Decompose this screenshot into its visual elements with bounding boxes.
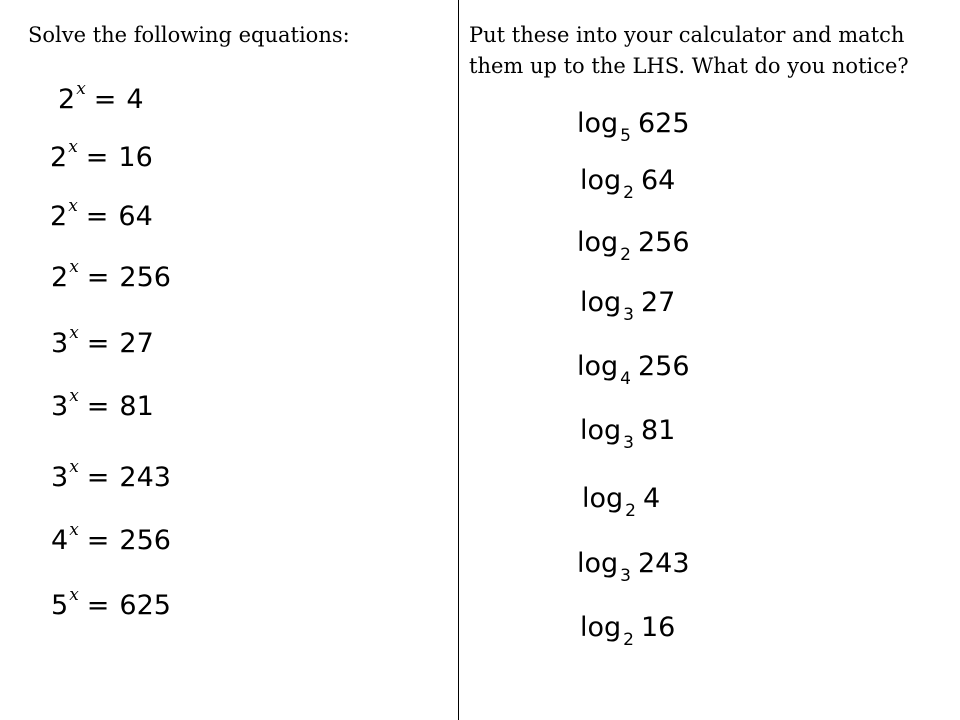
- logarithm: [577, 227, 690, 266]
- equation-value: 27: [119, 328, 154, 359]
- logarithm: [580, 165, 676, 204]
- equation-base: 3: [51, 462, 69, 493]
- equation: [50, 196, 153, 232]
- equation-value: 243: [119, 462, 171, 493]
- equals-sign: =: [85, 142, 109, 173]
- equation-value: 256: [119, 525, 171, 556]
- equation: [51, 520, 171, 556]
- log-base: 3: [623, 305, 634, 326]
- equals-sign: =: [86, 462, 110, 493]
- logarithm: [577, 351, 690, 390]
- equation-base: 2: [51, 262, 69, 293]
- logarithm: [580, 415, 676, 454]
- equals-sign: =: [93, 84, 117, 115]
- logarithm: [577, 548, 690, 587]
- equals-sign: =: [86, 525, 110, 556]
- log-word: log: [577, 548, 619, 579]
- equation-exponent: x: [69, 457, 79, 477]
- log-word: log: [580, 287, 622, 318]
- equation-exponent: x: [69, 585, 79, 605]
- log-base: 2: [623, 183, 634, 204]
- equation-value: 16: [118, 142, 153, 173]
- equation-base: 2: [58, 84, 76, 115]
- equation-value: 4: [126, 84, 144, 115]
- log-word: log: [582, 483, 624, 514]
- equation-value: 81: [119, 391, 154, 422]
- log-word: log: [577, 351, 619, 382]
- log-argument: 256: [638, 351, 690, 382]
- equation-exponent: x: [69, 386, 79, 406]
- right-instruction: Put these into your calculator and match them up to the LHS. What do you notice?: [469, 23, 909, 78]
- log-base: 3: [623, 433, 634, 454]
- log-argument: 16: [641, 612, 676, 643]
- equation-exponent: x: [76, 79, 86, 99]
- equation: [51, 585, 171, 621]
- equation-base: 2: [50, 201, 68, 232]
- equals-sign: =: [86, 391, 110, 422]
- equation: [51, 457, 171, 493]
- logarithm: [580, 287, 676, 326]
- log-base: 2: [623, 630, 634, 651]
- log-base: 2: [625, 501, 636, 522]
- log-base: 5: [620, 126, 631, 147]
- log-argument: 625: [638, 108, 690, 139]
- equation-base: 3: [51, 328, 69, 359]
- equation-exponent: x: [68, 196, 78, 216]
- log-argument: 64: [641, 165, 676, 196]
- log-word: log: [577, 227, 619, 258]
- equation: [50, 137, 153, 173]
- log-base: 3: [620, 566, 631, 587]
- equation-value: 256: [119, 262, 171, 293]
- log-argument: 4: [643, 483, 661, 514]
- logarithm: [580, 612, 676, 651]
- log-argument: 27: [641, 287, 676, 318]
- log-argument: 81: [641, 415, 676, 446]
- log-base: 2: [620, 245, 631, 266]
- equation-base: 5: [51, 590, 69, 621]
- equals-sign: =: [86, 262, 110, 293]
- log-argument: 256: [638, 227, 690, 258]
- equals-sign: =: [86, 328, 110, 359]
- equals-sign: =: [85, 201, 109, 232]
- equation: [51, 323, 154, 359]
- equation-exponent: x: [69, 520, 79, 540]
- equation-exponent: x: [69, 257, 79, 277]
- log-argument: 243: [638, 548, 690, 579]
- log-word: log: [577, 108, 619, 139]
- log-base: 4: [620, 369, 631, 390]
- equation-base: 4: [51, 525, 69, 556]
- log-word: log: [580, 612, 622, 643]
- equation-value: 625: [119, 590, 171, 621]
- equation: [58, 79, 144, 115]
- equation-base: 2: [50, 142, 68, 173]
- column-divider: [458, 0, 459, 720]
- equation-base: 3: [51, 391, 69, 422]
- logarithm: [577, 108, 690, 147]
- equation-exponent: x: [68, 137, 78, 157]
- equation-value: 64: [118, 201, 153, 232]
- equals-sign: =: [86, 590, 110, 621]
- equation-exponent: x: [69, 323, 79, 343]
- log-word: log: [580, 165, 622, 196]
- logarithm: [582, 483, 661, 522]
- left-instruction: Solve the following equations:: [28, 23, 350, 47]
- log-word: log: [580, 415, 622, 446]
- equation: [51, 386, 154, 422]
- equation: [51, 257, 171, 293]
